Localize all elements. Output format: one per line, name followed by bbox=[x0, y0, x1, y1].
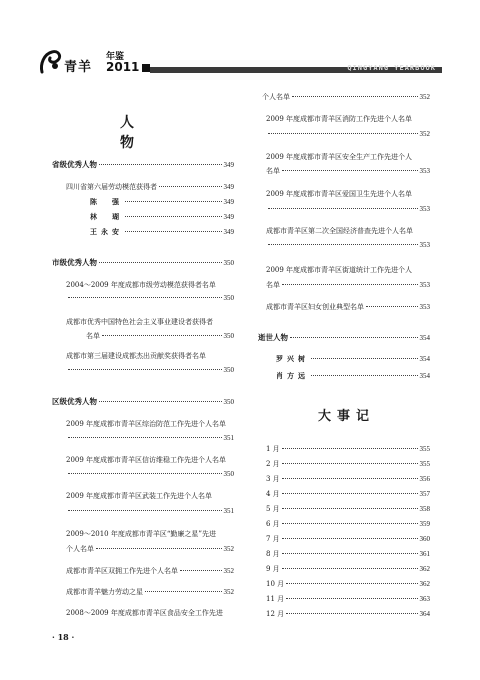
logo-square bbox=[142, 64, 150, 72]
toc-month[interactable]: 9 月 362 bbox=[266, 565, 430, 573]
toc-entry-line[interactable]: 2009 年度成都市青羊区爱国卫生先进个人名单 bbox=[266, 190, 413, 198]
toc-entry[interactable]: 350 bbox=[66, 470, 234, 479]
toc-entry[interactable]: 成都市青羊区妇女创业典型名单 353 bbox=[266, 303, 430, 311]
toc-entry[interactable]: 成都市青羊魅力劳动之星 352 bbox=[66, 588, 234, 596]
toc-entry-line[interactable]: 2009 年度成都市青羊区信访维稳工作先进个人名单 bbox=[66, 456, 227, 464]
toc-entry[interactable]: 名单 350 bbox=[86, 332, 234, 340]
toc-month[interactable]: 4 月 357 bbox=[266, 490, 430, 498]
header-english: QINGYANG YEARBOOK bbox=[347, 64, 436, 72]
toc-month[interactable]: 12 月 364 bbox=[266, 610, 430, 618]
toc-month[interactable]: 10 月 362 bbox=[266, 580, 430, 588]
toc-month[interactable]: 5 月 358 bbox=[266, 505, 430, 513]
toc-person[interactable]: 陈 强 349 bbox=[90, 197, 234, 206]
toc-month[interactable]: 2 月 355 bbox=[266, 460, 430, 468]
toc-entry-line[interactable]: 成都市第三届建设成都杰出贡献奖获得者名单 bbox=[66, 352, 206, 360]
yearbook-logo bbox=[38, 46, 148, 76]
toc-entry-line[interactable]: 2009 年度成都市青羊区街道统计工作先进个人 bbox=[266, 266, 413, 274]
toc-month[interactable]: 6 月 359 bbox=[266, 520, 430, 528]
toc-entry[interactable]: 个人名单 352 bbox=[66, 545, 234, 553]
toc-entry[interactable]: 353 bbox=[266, 241, 430, 250]
logo-year: 2011 bbox=[106, 60, 140, 74]
page-header bbox=[38, 46, 442, 76]
toc-entry-line[interactable]: 成都市优秀中国特色社会主义事业建设者获得者 bbox=[66, 318, 213, 326]
toc-month[interactable]: 1 月 355 bbox=[266, 445, 430, 453]
toc-person[interactable]: 肖方远 354 bbox=[276, 371, 430, 380]
toc-person[interactable]: 林 瑚 349 bbox=[90, 212, 234, 221]
toc-entry[interactable]: 350 bbox=[66, 366, 234, 375]
toc-entry-line[interactable]: 2009 年度成都市青羊区安全生产工作先进个人 bbox=[266, 153, 413, 161]
toc-entry-line[interactable]: 2004～2009 年度成都市级劳动模范获得者名单 bbox=[66, 281, 216, 289]
toc-entry[interactable]: 名单 353 bbox=[266, 281, 430, 289]
toc-entry[interactable]: 353 bbox=[266, 205, 430, 214]
toc-entry-deceased[interactable]: 逝世人物 354 bbox=[258, 333, 430, 342]
toc-entry[interactable]: 351 bbox=[66, 507, 234, 516]
toc-entry-line[interactable]: 成都市青羊区第二次全国经济普查先进个人名单 bbox=[266, 227, 413, 235]
toc-entry-city[interactable]: 市级优秀人物 350 bbox=[52, 258, 234, 267]
toc-entry-line[interactable]: 2009 年度成都市青羊区消防工作先进个人名单 bbox=[266, 115, 413, 123]
sheep-icon bbox=[38, 46, 64, 76]
logo-title: 青羊 bbox=[64, 60, 93, 75]
toc-entry-line[interactable]: 2009 年度成都市青羊区综治防范工作先进个人名单 bbox=[66, 420, 227, 428]
toc-month[interactable]: 3 月 356 bbox=[266, 475, 430, 483]
toc-entry[interactable]: 352 bbox=[266, 130, 430, 139]
toc-entry-provincial[interactable]: 省级优秀人物 349 bbox=[52, 160, 234, 169]
logo-nianjian: 年鉴 bbox=[106, 52, 125, 62]
toc-month[interactable]: 7 月 360 bbox=[266, 535, 430, 543]
toc-entry-line[interactable]: 2008～2009 年度成都市青羊区食品安全工作先进 bbox=[66, 609, 223, 617]
toc-entry[interactable]: 350 bbox=[66, 294, 234, 303]
section-title-events: 大事记 bbox=[318, 409, 376, 424]
toc-entry[interactable]: 351 bbox=[66, 434, 234, 443]
toc-entry[interactable]: 名单 353 bbox=[266, 167, 430, 175]
toc-entry-line[interactable]: 2009～2010 年度成都市青羊区“勤廉之星”先进 bbox=[66, 530, 217, 538]
page-number: · 18 · bbox=[52, 632, 75, 642]
toc-entry-district[interactable]: 区级优秀人物 350 bbox=[52, 397, 234, 406]
toc-month[interactable]: 8 月 361 bbox=[266, 550, 430, 558]
toc-entry[interactable]: 四川省第六届劳动模范获得者 349 bbox=[66, 183, 234, 191]
toc-entry-line[interactable]: 2009 年度成都市青羊区武装工作先进个人名单 bbox=[66, 492, 213, 500]
toc-entry[interactable]: 个人名单 352 bbox=[262, 93, 430, 101]
toc-person[interactable]: 罗兴树 354 bbox=[276, 354, 430, 363]
section-title-people: 人 物 bbox=[120, 115, 162, 151]
toc-person[interactable]: 王永安 349 bbox=[90, 227, 234, 236]
toc-month[interactable]: 11 月 363 bbox=[266, 595, 430, 603]
toc-entry[interactable]: 成都市青羊区双拥工作先进个人名单 352 bbox=[66, 567, 234, 575]
